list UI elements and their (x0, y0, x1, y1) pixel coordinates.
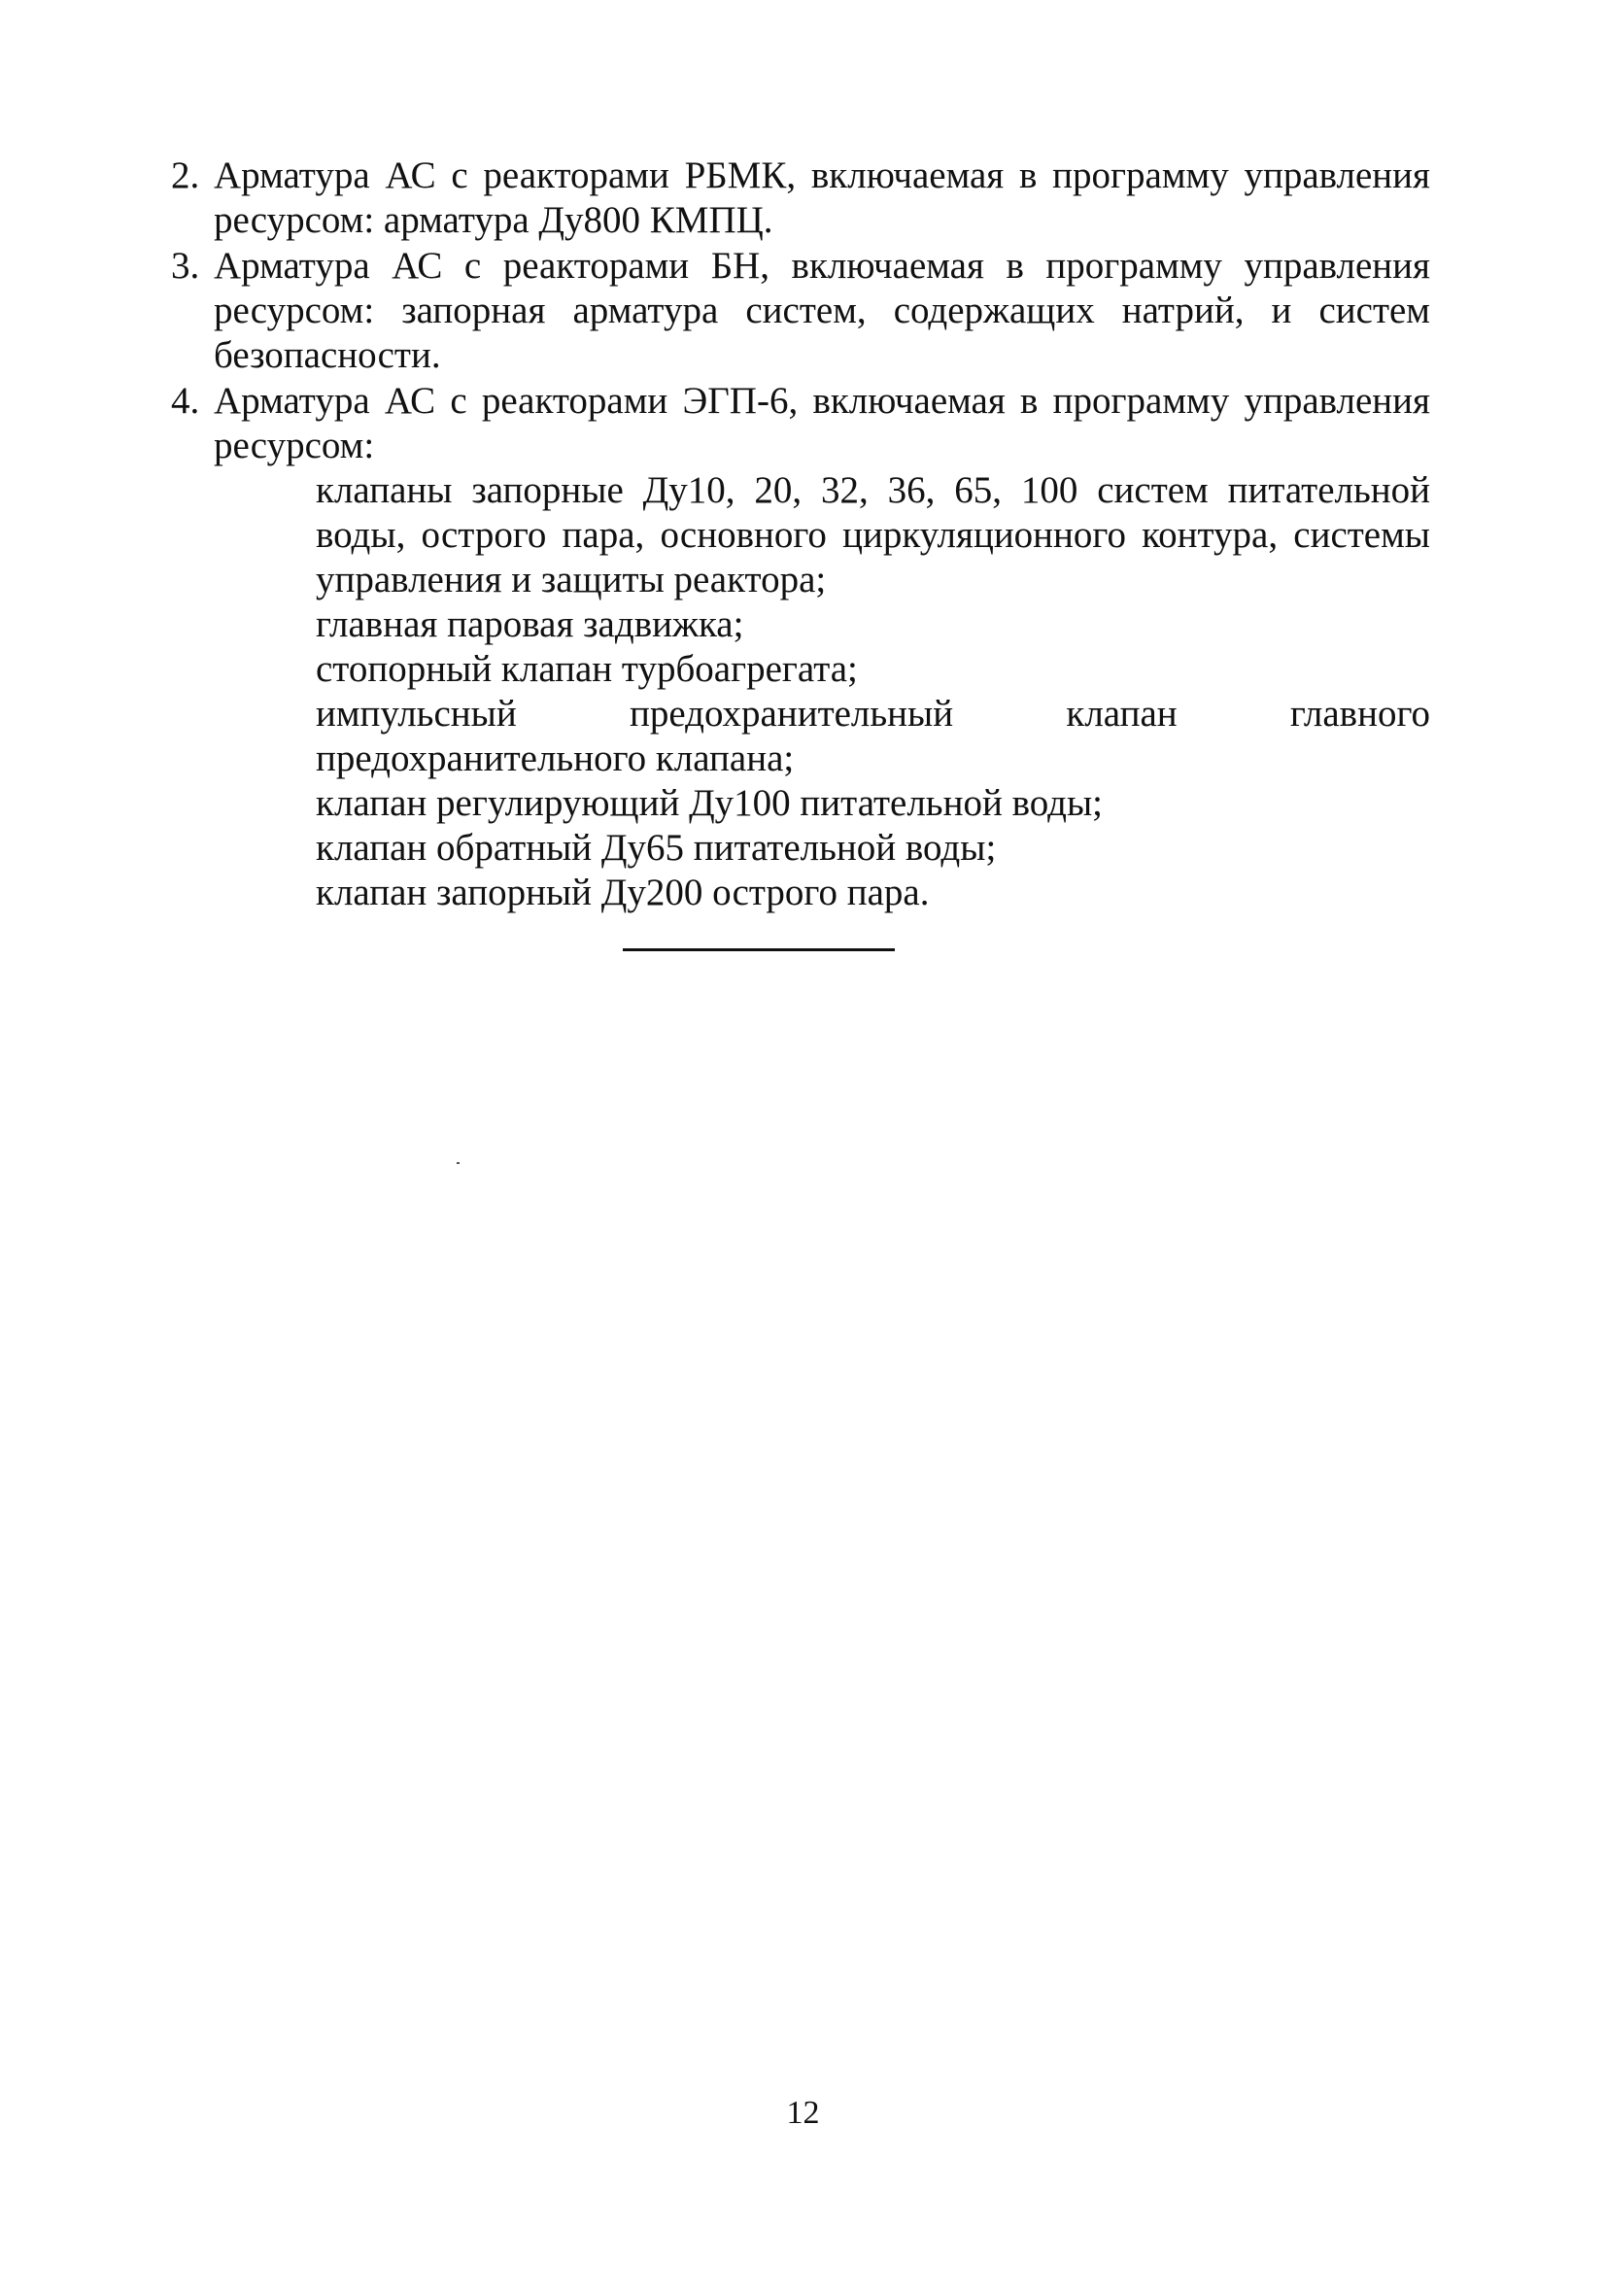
sublist-item: стопорный клапан турбоагрегата; (316, 648, 858, 690)
page-number: 12 (786, 2095, 820, 2131)
list-item (171, 244, 1430, 378)
sublist-item: клапан обратный Ду65 питательной воды; (316, 827, 997, 869)
scan-speck (457, 1162, 460, 1164)
end-rule (623, 948, 895, 951)
list-item (171, 154, 1430, 243)
list-item (171, 379, 1430, 915)
sublist-item: главная паровая задвижка; (316, 603, 744, 645)
sublist-item: клапан регулирующий Ду100 питательной воды; (316, 782, 1103, 824)
sublist-item: клапан запорный Ду200 острого пара. (316, 872, 930, 913)
list-item-number: 4. (171, 380, 200, 422)
numbered-list (171, 154, 1430, 916)
list-item-text: Арматура АС с реакторами БН, включаемая в программу управления ресурсом: запорная арматура систем, содержащих натрий, и систем безопасности. (214, 245, 1430, 376)
list-item-number: 2. (171, 154, 200, 196)
sublist-item: импульсный предохранительный клапан главного предохранительного клапана; (316, 693, 1430, 779)
list-item-text: Арматура АС с реакторами РБМК, включаемая в программу управления ресурсом: арматура Ду800 КМПЦ. (214, 154, 1430, 241)
list-item-number: 3. (171, 245, 200, 287)
valve-sublist (214, 468, 1430, 915)
sublist-item: клапаны запорные Ду10, 20, 32, 36, 65, 100 систем питательной воды, острого пара, основного циркуляционного контура, системы управления и защиты реактора; (316, 469, 1430, 600)
list-item-text: Арматура АС с реакторами ЭГП-6, включаемая в программу управления ресурсом: (214, 380, 1430, 466)
